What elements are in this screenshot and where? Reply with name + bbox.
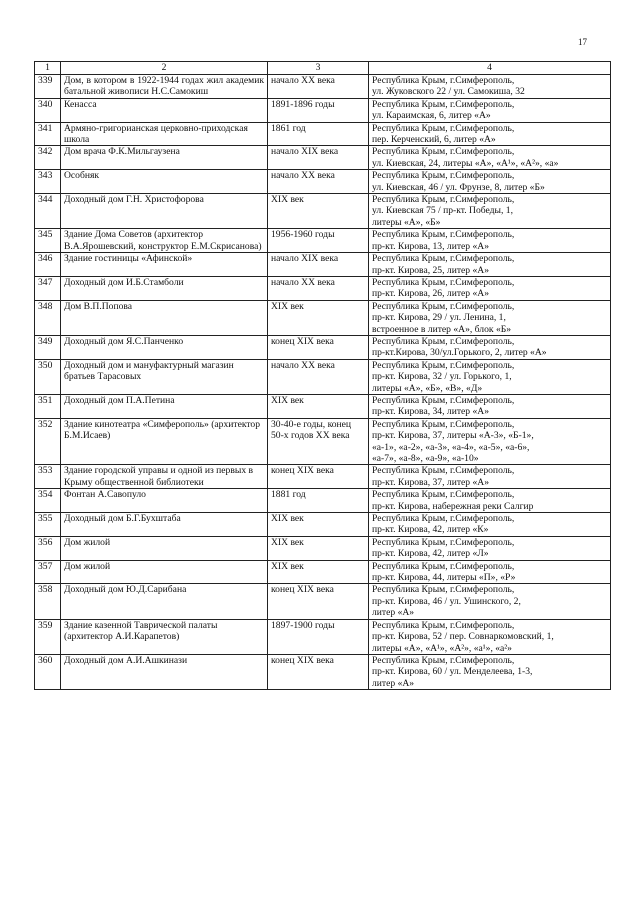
object-date: конец XIX века [268, 584, 369, 619]
address-line: ул. Жуковского 22 / ул. Самокиша, 32 [372, 86, 525, 98]
object-address [369, 584, 611, 619]
object-date: начало XX века [268, 359, 369, 394]
address-line: Республика Крым, г.Симферополь, [372, 194, 515, 206]
row-number: 356 [35, 536, 61, 560]
object-date: 1897-1900 годы [268, 619, 369, 654]
object-name: Кенасса [61, 98, 268, 122]
object-name: Здание гостиницы «Афинской» [61, 253, 268, 277]
object-address [369, 619, 611, 654]
address-line: Республика Крым, г.Симферополь, [372, 536, 515, 548]
address-line: пр-кт. Кирова, 46 / ул. Ушинского, 2, [372, 595, 521, 607]
object-name: Дом жилой [61, 536, 268, 560]
page-number: 17 [578, 37, 587, 47]
object-address [369, 654, 611, 689]
table-row [35, 146, 611, 170]
address-line: ул. Киевская, 46 / ул. Фрунзе, 8, литер «Б» [372, 181, 545, 193]
table-row [35, 465, 611, 489]
object-date: 1891-1896 годы [268, 98, 369, 122]
object-name: Армяно-григорианская церковно-приходская школа [61, 122, 268, 146]
object-address [369, 229, 611, 253]
address-line: встроенное в литер «А», блок «Б» [372, 323, 512, 335]
address-line: Республика Крым, г.Симферополь, [372, 300, 515, 312]
address-line: пр-кт. Кирова, 29 / ул. Ленина, 1, [372, 312, 506, 324]
object-date: XIX век [268, 394, 369, 418]
address-line: пр-кт. Кирова, 37, литеры «А-3», «Б-1», [372, 430, 534, 442]
column-header-address: 4 [369, 62, 611, 75]
address-line: пр-кт. Кирова, 42, литер «К» [372, 524, 489, 536]
address-line: Республика Крым, г.Симферополь, [372, 465, 515, 477]
object-address [369, 300, 611, 335]
table-row [35, 513, 611, 537]
row-number: 341 [35, 122, 61, 146]
table-row [35, 229, 611, 253]
table-row [35, 170, 611, 194]
object-date: начало XX века [268, 276, 369, 300]
object-name: Особняк [61, 170, 268, 194]
table-row [35, 253, 611, 277]
object-address [369, 276, 611, 300]
object-date: 1861 год [268, 122, 369, 146]
table-row [35, 122, 611, 146]
row-number: 348 [35, 300, 61, 335]
table-row [35, 300, 611, 335]
address-line: Республика Крым, г.Симферополь, [372, 229, 515, 241]
address-line: литеры «А», «А¹», «А²», «а¹», «а²» [372, 642, 512, 654]
object-date: начало XX века [268, 75, 369, 99]
address-line: пр-кт. Кирова, 25, литер «А» [372, 264, 489, 276]
object-address [369, 98, 611, 122]
object-date: XIX век [268, 560, 369, 584]
table-row [35, 335, 611, 359]
address-line: литер «А» [372, 607, 415, 619]
table-row [35, 394, 611, 418]
object-name: Фонтан А.Савопуло [61, 489, 268, 513]
address-line: пр-кт. Кирова, 37, литер «А» [372, 476, 489, 488]
object-date: XIX век [268, 194, 369, 229]
row-number: 343 [35, 170, 61, 194]
object-date: конец XIX века [268, 465, 369, 489]
row-number: 352 [35, 418, 61, 465]
address-line: пр-кт. Кирова, 32 / ул. Горького, 1, [372, 371, 512, 383]
address-line: Республика Крым, г.Симферополь, [372, 170, 515, 182]
table-row [35, 98, 611, 122]
object-date: XIX век [268, 536, 369, 560]
address-line: Республика Крым, г.Симферополь, [372, 619, 515, 631]
address-line: пр-кт. Кирова, 13, литер «А» [372, 240, 489, 252]
address-line: пер. Керченский, 6, литер «А» [372, 134, 496, 146]
object-address [369, 194, 611, 229]
object-address [369, 560, 611, 584]
table-body [35, 75, 611, 690]
row-number: 354 [35, 489, 61, 513]
address-line: Республика Крым, г.Симферополь, [372, 122, 515, 134]
address-line: литеры «А», «Б», «В», «Д» [372, 382, 483, 394]
object-address [369, 253, 611, 277]
object-name: Здание казенной Таврической палаты (архитектор А.И.Карапетов) [61, 619, 268, 654]
object-address [369, 418, 611, 465]
address-line: пр-кт. Кирова, 26, литер «А» [372, 288, 489, 300]
address-line: литер «А» [372, 677, 415, 689]
row-number: 344 [35, 194, 61, 229]
object-name: Доходный дом И.Б.Стамболи [61, 276, 268, 300]
object-name: Доходный дом Ю.Д.Сарибана [61, 584, 268, 619]
row-number: 350 [35, 359, 61, 394]
object-address [369, 75, 611, 99]
object-date: начало XX века [268, 170, 369, 194]
object-name: Здание Дома Советов (архитектор В.А.Ярошевский, конструктор Е.М.Скрисанова) [61, 229, 268, 253]
row-number: 342 [35, 146, 61, 170]
object-date: 1881 год [268, 489, 369, 513]
object-name: Дом, в котором в 1922-1944 годах жил академик батальной живописи Н.С.Самокиш [61, 75, 268, 99]
table-row [35, 560, 611, 584]
object-date: начало XIX века [268, 253, 369, 277]
object-address [369, 335, 611, 359]
object-name: Дом В.П.Попова [61, 300, 268, 335]
address-line: Республика Крым, г.Симферополь, [372, 359, 515, 371]
address-line: Республика Крым, г.Симферополь, [372, 75, 515, 86]
object-name: Доходный дом Я.С.Панченко [61, 335, 268, 359]
address-line: «а-7», «а-8», «а-9», «а-10» [372, 453, 479, 464]
object-date: конец XIX века [268, 654, 369, 689]
object-address [369, 465, 611, 489]
object-name: Дом жилой [61, 560, 268, 584]
table-row [35, 359, 611, 394]
address-line: Республика Крым, г.Симферополь, [372, 584, 515, 596]
heritage-registry-table [34, 61, 611, 690]
object-address [369, 513, 611, 537]
address-line: Республика Крым, г.Симферополь, [372, 253, 515, 265]
row-number: 339 [35, 75, 61, 99]
address-line: пр-кт. Кирова, 44, литеры «П», «Р» [372, 572, 516, 584]
address-line: пр-кт.Кирова, 30/ул.Горького, 2, литер «А» [372, 347, 547, 359]
address-line: пр-кт. Кирова, набережная реки Салгир [372, 500, 534, 512]
object-name: Доходный дом Г.Н. Христофорова [61, 194, 268, 229]
object-name: Доходный дом Б.Г.Бухштаба [61, 513, 268, 537]
object-address [369, 394, 611, 418]
address-line: Республика Крым, г.Симферополь, [372, 98, 515, 110]
object-date: 1956-1960 годы [268, 229, 369, 253]
table-row [35, 536, 611, 560]
object-address [369, 122, 611, 146]
table-row [35, 584, 611, 619]
object-address [369, 536, 611, 560]
column-header-name: 2 [61, 62, 268, 75]
object-date: XIX век [268, 513, 369, 537]
table-row [35, 619, 611, 654]
row-number: 355 [35, 513, 61, 537]
row-number: 358 [35, 584, 61, 619]
address-line: ул. Киевская 75 / пр-кт. Победы, 1, [372, 205, 513, 217]
table-row [35, 276, 611, 300]
object-name: Доходный дом П.А.Петина [61, 394, 268, 418]
address-line: пр-кт. Кирова, 60 / ул. Менделеева, 1-3, [372, 666, 533, 678]
table-row [35, 654, 611, 689]
address-line: пр-кт. Кирова, 52 / пер. Совнаркомовский, 1, [372, 631, 554, 643]
address-line: Республика Крым, г.Симферополь, [372, 654, 515, 666]
table-row [35, 418, 611, 465]
row-number: 345 [35, 229, 61, 253]
table-header-row [35, 62, 611, 75]
row-number: 359 [35, 619, 61, 654]
object-address [369, 146, 611, 170]
address-line: «а-1», «а-2», «а-3», «а-4», «а-5», «а-6», [372, 441, 530, 453]
object-address [369, 489, 611, 513]
address-line: пр-кт. Кирова, 42, литер «Л» [372, 548, 489, 560]
address-line: ул. Киевская, 24, литеры «А», «А¹», «А²», «а» [372, 157, 559, 169]
column-header-date: 3 [268, 62, 369, 75]
row-number: 353 [35, 465, 61, 489]
object-name: Здание кинотеатра «Симферополь» (архитектор Б.М.Исаев) [61, 418, 268, 465]
table-row [35, 194, 611, 229]
object-address [369, 359, 611, 394]
table-row [35, 75, 611, 99]
object-address [369, 170, 611, 194]
column-header-number: 1 [35, 62, 61, 75]
address-line: Республика Крым, г.Симферополь, [372, 513, 515, 525]
address-line: Республика Крым, г.Симферополь, [372, 394, 515, 406]
address-line: Республика Крым, г.Симферополь, [372, 146, 515, 158]
object-name: Доходный дом А.И.Ашкинази [61, 654, 268, 689]
row-number: 351 [35, 394, 61, 418]
address-line: пр-кт. Кирова, 34, литер «А» [372, 406, 489, 418]
object-name: Здание городской управы и одной из первых в Крыму общественной библиотеки [61, 465, 268, 489]
row-number: 349 [35, 335, 61, 359]
object-date: начало XIX века [268, 146, 369, 170]
object-date: XIX век [268, 300, 369, 335]
object-date: конец XIX века [268, 335, 369, 359]
address-line: Республика Крым, г.Симферополь, [372, 276, 515, 288]
address-line: Республика Крым, г.Симферополь, [372, 489, 515, 501]
row-number: 347 [35, 276, 61, 300]
table-row [35, 489, 611, 513]
address-line: Республика Крым, г.Симферополь, [372, 335, 515, 347]
address-line: литеры «А», «Б» [372, 216, 441, 228]
object-date: 30-40-е годы, конец 50-х годов XX века [268, 418, 369, 465]
row-number: 360 [35, 654, 61, 689]
row-number: 357 [35, 560, 61, 584]
object-name: Дом врача Ф.К.Мильгаузена [61, 146, 268, 170]
object-name: Доходный дом и мануфактурный магазин братьев Тарасовых [61, 359, 268, 394]
address-line: Республика Крым, г.Симферополь, [372, 418, 515, 430]
address-line: ул. Караимская, 6, литер «А» [372, 110, 491, 122]
row-number: 346 [35, 253, 61, 277]
row-number: 340 [35, 98, 61, 122]
address-line: Республика Крым, г.Симферополь, [372, 560, 515, 572]
